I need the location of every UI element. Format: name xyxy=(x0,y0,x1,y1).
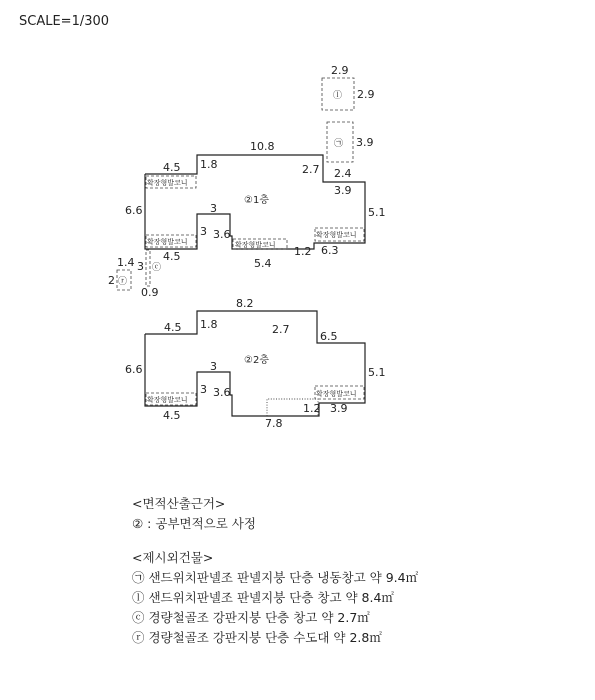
floor1-balcony-label-1: 확장형발코니 xyxy=(147,179,188,187)
annex-box-c xyxy=(146,250,150,286)
floor2-balcony-label-1: 확장형발코니 xyxy=(147,396,188,404)
annex-small-side-dim: 3 xyxy=(137,260,144,273)
floor2-dim-notch: 1.8 xyxy=(200,318,218,331)
floor2-dim-right-side: 5.1 xyxy=(368,366,386,379)
floor1-dim-right-top: 2.4 xyxy=(334,167,352,180)
floor1-balcony-label-3: 확장형발코니 xyxy=(235,241,276,249)
floor1-dim-bottom-mid: 5.4 xyxy=(254,257,272,270)
annex-g-side-dim: 3.9 xyxy=(356,136,374,149)
floor2-dim-left-side: 6.6 xyxy=(125,363,143,376)
extra-item-4: ⓡ 경량철골조 강판지붕 단층 수도대 약 2.8㎡ xyxy=(132,630,382,645)
floor2-dim-right-top: 6.5 xyxy=(320,330,338,343)
floor1-dim-bottom-12: 1.2 xyxy=(294,245,312,258)
floor2-label: ②2층 xyxy=(244,355,269,366)
basis-line: ② : 공부면적으로 사정 xyxy=(132,516,256,531)
floor1-label: ②1층 xyxy=(244,195,269,206)
extra-heading: <제시외건물> xyxy=(132,550,214,565)
basis-heading: <면적산출근거> xyxy=(132,496,226,511)
extra-item-1: ㉠ 샌드위치판넬조 판넬지붕 단층 냉동창고 약 9.4㎡ xyxy=(132,570,419,585)
floor2-dim-inner-top: 3 xyxy=(210,360,217,373)
floor1-dim-left-side: 6.6 xyxy=(125,204,143,217)
floor1-dim-notch: 1.8 xyxy=(200,158,218,171)
floor1-dim-inner-36: 3.6 xyxy=(213,228,231,241)
floor2-dim-inner-v: 3 xyxy=(200,383,207,396)
annex-small-w-dim: 1.4 xyxy=(117,256,135,269)
annex-small-h-dim: 2 xyxy=(108,274,115,287)
annex-small-bottom-dim: 0.9 xyxy=(141,286,159,299)
extra-item-3: ⓒ 경량철골조 강판지붕 단층 창고 약 2.7㎡ xyxy=(132,610,370,625)
floor2-dim-bottom-12: 1.2 xyxy=(303,402,321,415)
floor2-balcony-label-2: 확장형발코니 xyxy=(316,390,357,398)
floor2-dim-bottom-right: 3.9 xyxy=(330,402,348,415)
floor2-dim-bottom-mid: 7.8 xyxy=(265,417,283,430)
floor1-dim-step-right: 2.7 xyxy=(302,163,320,176)
floor1-dim-inner-v: 3 xyxy=(200,225,207,238)
extra-item-2: ⓛ 샌드위치판넬조 판넬지붕 단층 창고 약 8.4㎡ xyxy=(132,590,394,605)
floor1-dim-right-side: 5.1 xyxy=(368,206,386,219)
floor1-dim-bottom-right: 6.3 xyxy=(321,244,339,257)
floor1-balcony-label-4: 확장형발코니 xyxy=(316,231,357,239)
floor1-dim-right-mid: 3.9 xyxy=(334,184,352,197)
notes-block xyxy=(132,494,418,648)
floor2-dim-step-right: 2.7 xyxy=(272,323,290,336)
floor2-dim-top-main: 8.2 xyxy=(236,297,254,310)
floor1-dim-left-top: 4.5 xyxy=(163,161,181,174)
floor1-balcony-label-2: 확장형발코니 xyxy=(147,238,188,246)
scale-label: SCALE=1/300 xyxy=(19,14,110,29)
floor2-dim-inner-36: 3.6 xyxy=(213,386,231,399)
floor1-dim-inner-top: 3 xyxy=(210,202,217,215)
floor1-dim-top-main: 10.8 xyxy=(250,140,275,153)
floor1-dim-bottom-left: 4.5 xyxy=(163,250,181,263)
annex-g-symbol: ㉠ xyxy=(334,139,344,149)
floor2-dim-bottom-left: 4.5 xyxy=(163,409,181,422)
annex-l-side-dim: 2.9 xyxy=(357,88,375,101)
annex-c-symbol: ⓒ xyxy=(152,263,162,273)
annex-r-symbol: ⓡ xyxy=(118,277,128,287)
annex-l-top-dim: 2.9 xyxy=(331,64,349,77)
annex-l-symbol: ⓛ xyxy=(333,91,343,101)
floor2-dim-left-top: 4.5 xyxy=(164,321,182,334)
